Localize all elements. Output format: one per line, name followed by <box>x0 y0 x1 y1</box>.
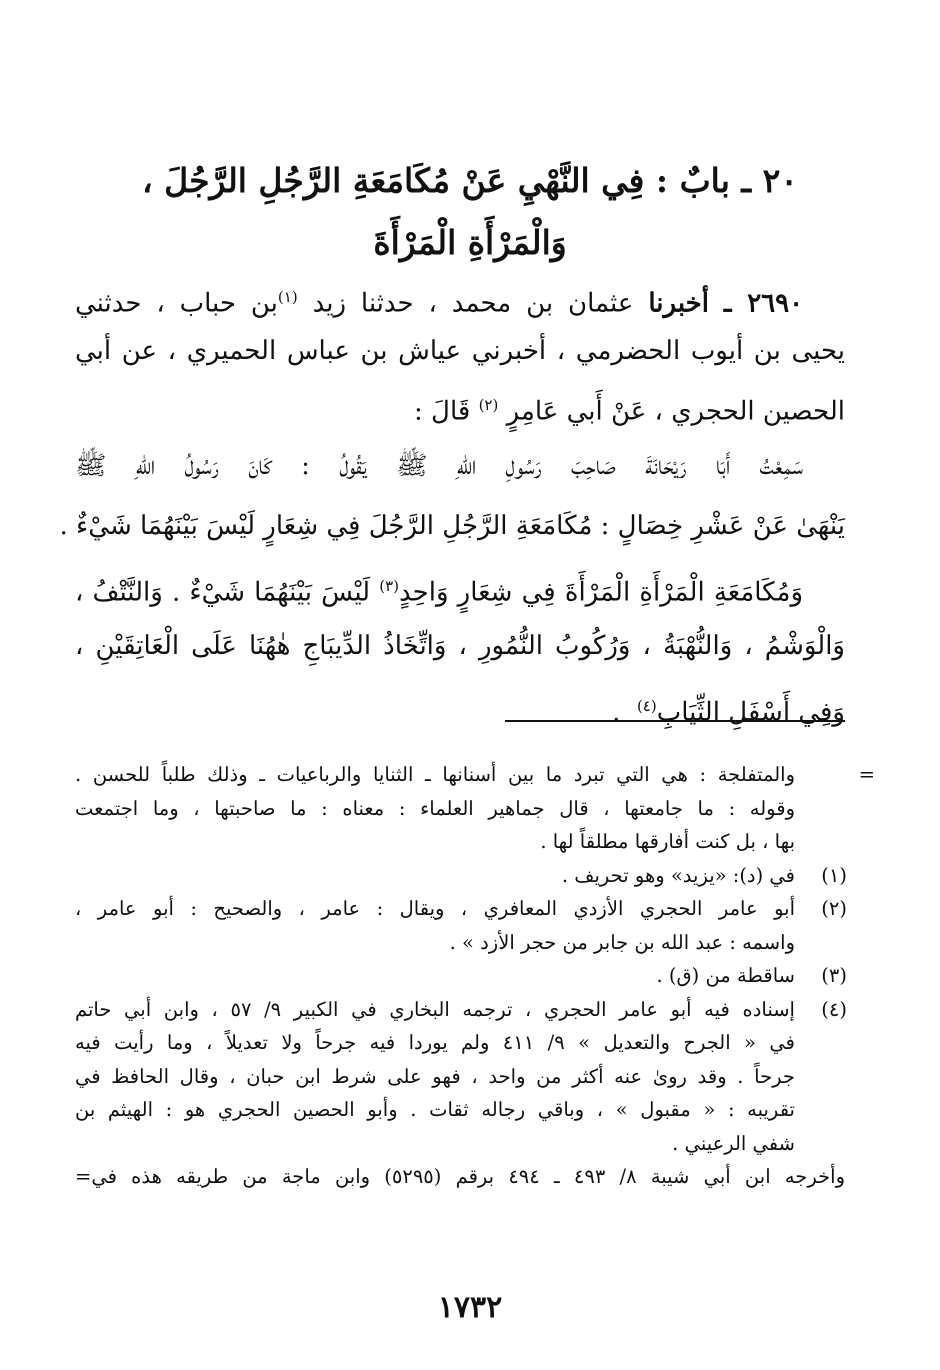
footnote-ref-4[interactable]: (٤) <box>636 697 657 715</box>
footnote-2 <box>75 892 845 959</box>
footnote-line: واسمه : عبد الله بن جابر من حجر الأزد » . <box>449 930 795 954</box>
footnote-ref-2[interactable]: (٢) <box>478 396 499 414</box>
continuation-marker: = <box>858 763 875 786</box>
matn-text: وَمُكَامَعَةِ الْمَرْأَةِ الْمَرْأَةَ فِي شِعَارٍ وَاحِدٍ <box>399 577 804 608</box>
footnote-4 <box>75 993 845 1161</box>
chapter-title-line-1: ٢٠ ـ بابٌ : فِي النَّهْيِ عَنْ مُكَامَعَةِ الرَّجُلِ الرَّجُلَ ، <box>141 161 799 200</box>
isnad-line-1 <box>75 270 845 324</box>
footnote-ref-1[interactable]: (١) <box>277 288 298 306</box>
footnote-line: جرحاً . وقد روىٰ عنه أكثر من واحد ، فهو على شرط ابن حبان ، وقال الحافظ في <box>75 1064 795 1088</box>
isnad-line-3 <box>75 378 845 432</box>
akhbarana-word: أخبرنا <box>648 288 709 319</box>
footnotes-section <box>75 758 875 1194</box>
footnote-line: أبو عامر الحجري الأزدي المعافري ، ويقال : عامر ، والصحيح : أبو عامر ، <box>75 897 795 920</box>
footnote-line: إسناده فيه أبو عامر الحجري ، ترجمه البخاري في الكبير ٩/ ٥٧ ، وابن أبي حاتم <box>75 997 795 1021</box>
footnote-line: وأخرجه ابن أبي شيبة ٨/ ٤٩٣ ـ ٤٩٤ برقم (٥٢٩٥) وابن ماجة من طريقه هذه في= <box>75 1165 845 1188</box>
isnad-text: عثمان بن محمد ، حدثنا زيد <box>312 288 634 319</box>
footnote-line: شفي الرعيني . <box>672 1131 795 1155</box>
isnad-text: بن حباب ، حدثني <box>75 288 278 319</box>
matn-line-5 <box>75 676 845 736</box>
matn-line-2: يَنْهَىٰ عَنْ عَشْرِ خِصَالٍ : مُكَامَعَةِ الرَّجُلِ الرَّجُلَ فِي شِعَارٍ لَيْسَ بَيْنَهُمَا شَيْءٌ . <box>59 511 845 541</box>
matn-text: وَفِي أَسْفَلِ الثِّيَابِ <box>656 697 845 728</box>
isnad-text: الحصين الحجري ، عَنْ أَبي عَامِرٍ <box>506 396 845 427</box>
footnote-1 <box>75 859 845 893</box>
footnote-line: تقريبه : « مقبول » ، وباقي رجاله ثقات . وأبو الحصين الحجري هو : الهيثم بن <box>75 1098 795 1121</box>
isnad-line-2: يحيى بن أيوب الحضرمي ، أخبرني عياش بن عباس الحميري ، عن أبي <box>75 336 845 366</box>
hadith-number: ٢٦٩٠ ـ <box>723 288 804 319</box>
footnote-number: (٣) <box>821 964 847 987</box>
footnote-final-line <box>75 1160 845 1194</box>
footnote-line: ساقطة من (ق) . <box>656 964 795 987</box>
footnote-ref-3[interactable]: (٣) <box>379 577 400 595</box>
footnote-continuation <box>75 758 875 859</box>
page-number: ١٧٣٢ <box>437 1290 503 1325</box>
footnote-number: (٢) <box>821 897 847 920</box>
chapter-title-line-2: وَالْمَرْأَةِ الْمَرْأَةَ <box>373 223 567 262</box>
hadith-block <box>59 270 845 736</box>
footnote-line: بها ، بل كنت أفارقها مطلقاً لها . <box>540 830 795 853</box>
chapter-heading <box>80 150 860 274</box>
footnote-number: (١) <box>821 863 847 887</box>
matn-block <box>59 436 845 736</box>
footnote-line: في « الجرح والتعديل » ٩/ ٤١١ ولم يوردا فيه جرحاً ولا تعديلاً ، وما رأيت فيه <box>75 1031 795 1054</box>
footnote-line: وقوله : ما جامعتها ، قال جماهير العلماء : معناه : ما صاحبتها ، وما اجتمعت <box>75 796 795 820</box>
matn-line-4: وَالْوَشْمُ ، وَالنُّهْبَةُ ، وَرُكُوبُ النُّمُورِ ، وَاتِّخَاذُ الدِّيبَاجِ هٰهُنَا عَلَى الْعَاتِقَيْنِ ، <box>75 631 845 661</box>
footnote-3 <box>75 959 845 993</box>
matn-text: لَيْسَ بَيْنَهُمَا شَيْءٌ . وَالنَّتْفُ ، <box>75 577 371 608</box>
footnote-number: (٤) <box>821 997 847 1021</box>
footnote-separator <box>505 720 845 722</box>
isnad-text: قَالَ : <box>414 396 471 427</box>
footnote-line: في (د): «يزيد» وهو تحريف . <box>561 863 795 887</box>
matn-line-1: سَمِعْتُ أَبَا رَيْحَانَةَ صَاحِبَ رَسُولِ اللهِ ﷺ يَقُولُ : كَانَ رَسُولُ اللهِ ﷺ <box>75 451 803 481</box>
matn-line-3 <box>75 556 845 616</box>
footnote-line: والمتفلجة : هي التي تبرد ما بين أسنانها ـ الثنايا والرباعيات ـ وذلك طلباً للحسن . <box>75 763 795 786</box>
matn-text: . <box>612 697 621 728</box>
